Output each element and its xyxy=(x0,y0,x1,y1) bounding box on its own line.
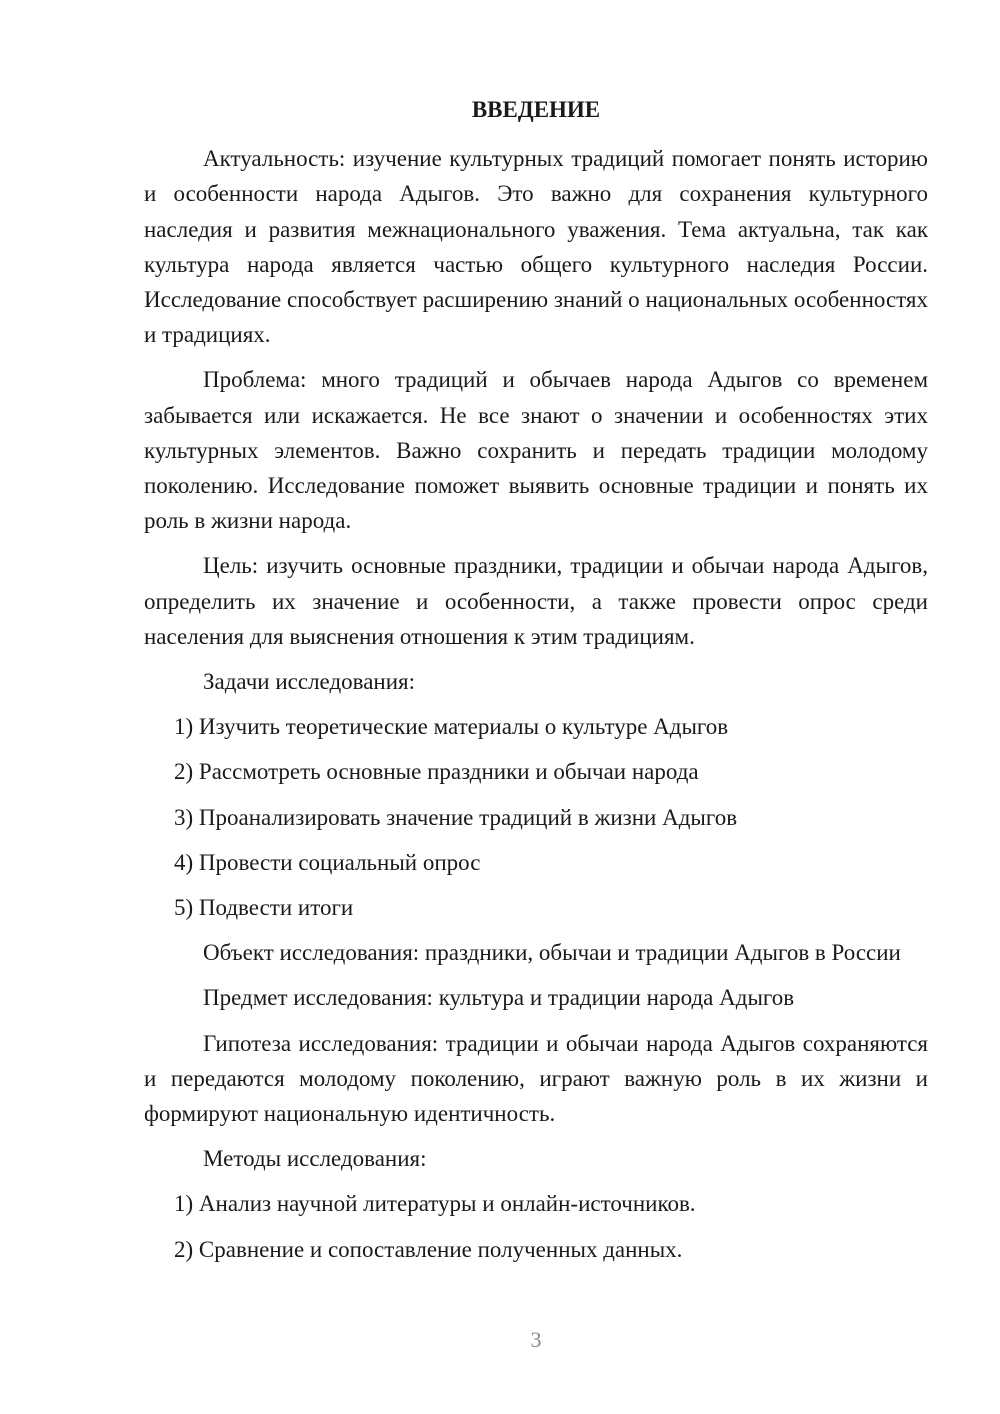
subject-paragraph: Предмет исследования: культура и традиции народа Адыгов xyxy=(203,985,795,1011)
task-item-4: 4) Провести социальный опрос xyxy=(174,849,481,875)
method-item-2: 2) Сравнение и сопоставление полученных данных. xyxy=(174,1236,683,1262)
method-item-1: 1) Анализ научной литературы и онлайн-источников. xyxy=(174,1191,696,1217)
hypothesis-paragraph: Гипотеза исследования: традиции и обычаи народа Адыгов сохраняются и передаются молодому поколению, играют важную роль в их жизни и формируют национальную идентичность. xyxy=(144,1030,928,1127)
page-number: 3 xyxy=(530,1327,542,1352)
task-item-5: 5) Подвести итоги xyxy=(174,895,354,921)
task-item-1: 1) Изучить теоретические материалы о культуре Адыгов xyxy=(174,714,729,740)
problem-paragraph: Проблема: много традиций и обычаев народа Адыгов со временем забывается или искажается. Не все знают о значении и особенностях этих культурных элементов. Важно сохранить и передать традиции молодому поколению. Исследование поможет выявить основные традиции и понять их роль в жизни народа. xyxy=(144,367,928,534)
relevance-paragraph: Актуальность: изучение культурных традиций помогает понять историю и особенности народа Адыгов. Это важно для сохранения культурного наследия и развития межнационального уважения. Тема актуальна, так как культура народа является частью общего культурного наследия России. Исследование способствует расширению знаний о национальных особенностях и традициях. xyxy=(144,146,928,348)
task-item-2: 2) Рассмотреть основные праздники и обычаи народа xyxy=(174,759,699,785)
section-title: ВВЕДЕНИЕ xyxy=(471,97,601,122)
tasks-heading: Задачи исследования: xyxy=(203,669,416,695)
document-page xyxy=(144,92,928,1277)
methods-heading: Методы исследования: xyxy=(203,1146,427,1172)
goal-paragraph: Цель: изучить основные праздники, традиции и обычаи народа Адыгов, определить их значение и особенности, а также провести опрос среди населения для выяснения отношения к этим традициям. xyxy=(144,553,928,649)
object-paragraph: Объект исследования: праздники, обычаи и традиции Адыгов в России xyxy=(203,940,901,966)
task-item-3: 3) Проанализировать значение традиций в жизни Адыгов xyxy=(174,804,738,830)
